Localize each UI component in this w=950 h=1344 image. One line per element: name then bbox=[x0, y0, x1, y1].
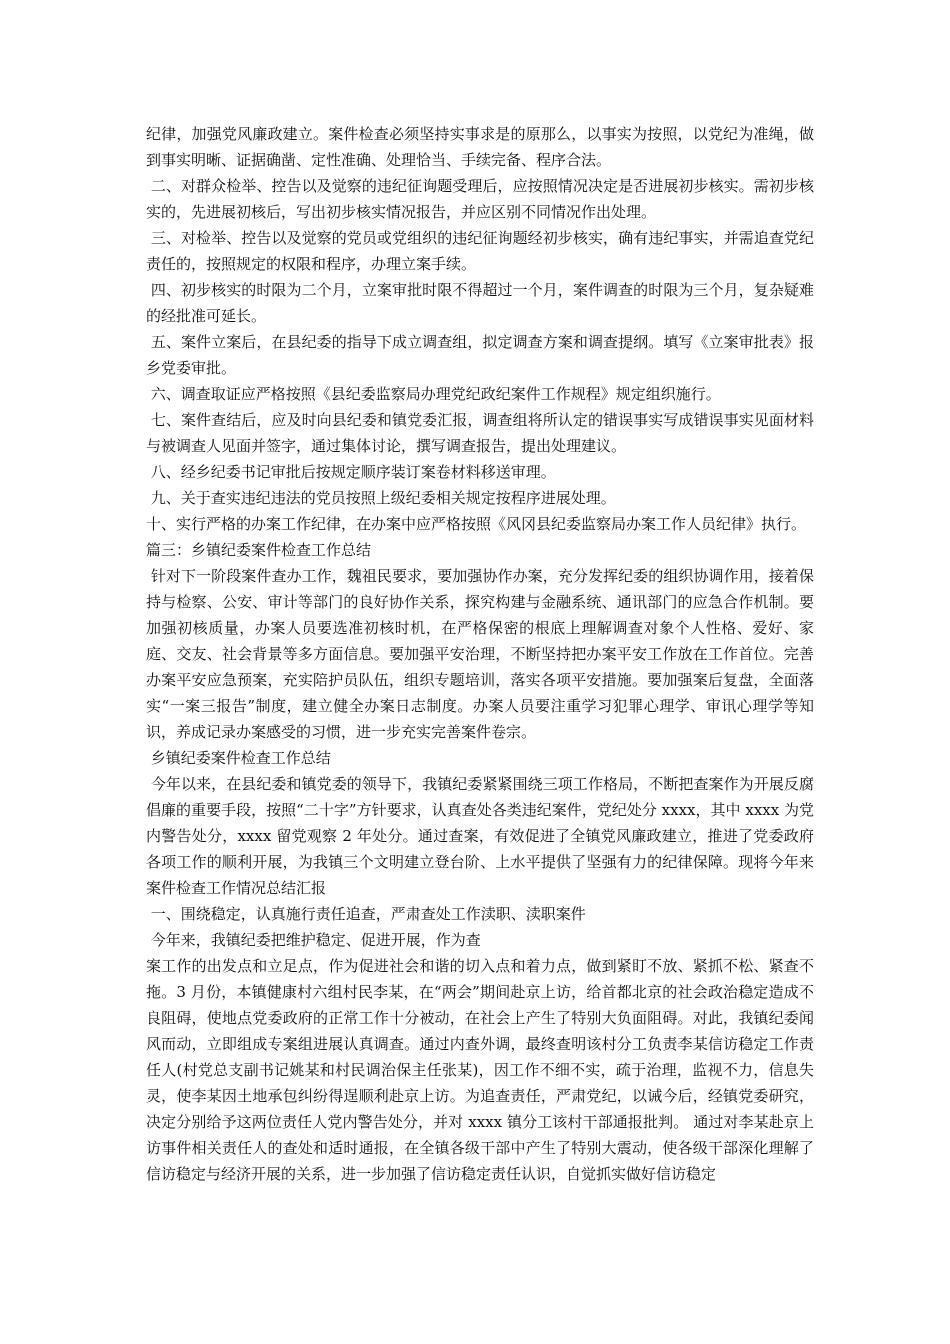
subheading-section-1: 一、围绕稳定，认真施行责任追查，严肃查处工作渎职、渎职案件 bbox=[146, 905, 586, 923]
paragraph-item-4: 四、初步核实的时限为二个月，立案审批时限不得超过一个月，案件调查的时限为三个月，复杂疑难的经批准可延长。 bbox=[146, 281, 814, 325]
subheading-summary-title: 乡镇纪委案件检查工作总结 bbox=[146, 749, 331, 767]
section-heading-part-3: 篇三：乡镇纪委案件检查工作总结 bbox=[146, 541, 372, 559]
paragraph-item-8: 八、经乡纪委书记审批后按规定顺序装订案卷材料移送审理。 bbox=[146, 463, 556, 481]
paragraph-discipline-intro: 纪律，加强党风廉政建立。案件检查必须坚持实事求是的原那么，以事实为按照，以党纪为准绳，做到事实明晰、证据确凿、定性准确、处理恰当、手续完备、程序合法。 bbox=[146, 125, 814, 169]
document-page bbox=[146, 121, 814, 1187]
paragraph-section-1-body: 案工作的出发点和立足点，作为促进社会和谐的切入点和着力点，做到紧盯不放、紧抓不松、紧查不拖。3 月份，本镇健康村六组村民李某，在“两会”期间赴京上访，给首都北京的社会政治稳定造成不良阻碍，使地点党委政府的正常工作十分被动，在社会上产生了特别大负面阻碍。对此，我镇纪委闻风而动，立即组成专案组进展认真调查。通过内查外调，最终查明该村分工负责李某信访稳定工作责任人(村党总支副书记姚某和村民调治保主任张某)，因工作不细不实，疏于治理，监视不力，信息失灵，使李某因土地承包纠纷得逞顺利赴京上访。为追查责任，严肃党纪，以诫今后，经镇党委研究，决定分别给予这两位责任人党内警告处分，并对 xxxx 镇分工该村干部通报批判。 通过对李某赴京上访事件相关责任人的查处和适时通报，在全镇各级干部中产生了特别大震动，使各级干部深化理解了信访稳定与经济开展的关系，进一步加强了信访稳定责任认识，自觉抓实做好信访稳定 bbox=[146, 957, 814, 1183]
paragraph-section-1-lead: 今年来，我镇纪委把维护稳定、促进开展，作为查 bbox=[146, 931, 481, 949]
paragraph-item-9: 九、关于查实违纪违法的党员按照上级纪委相关规定按程序进展处理。 bbox=[146, 489, 616, 507]
paragraph-summary-intro: 今年以来，在县纪委和镇党委的领导下，我镇纪委紧紧围绕三项工作格局，不断把查案作为开展反腐倡廉的重要手段，按照“二十字”方针要求，认真查处各类违纪案件，党纪处分 xxxx，其中 xxxx 为党内警告处分，xxxx 留党观察 2 年处分。通过查案，有效促进了全镇党风廉政建立，推进了党委政府各项工作的顺利开展，为我镇三个文明建立登台阶、上水平提供了坚强有力的纪律保障。现将今年来案件检查工作情况总结汇报 bbox=[146, 775, 814, 897]
paragraph-next-stage-work: 针对下一阶段案件查办工作，魏祖民要求，要加强协作办案，充分发挥纪委的组织协调作用，接着保持与检察、公安、审计等部门的良好协作关系，探究构建与金融系统、通讯部门的应急合作机制。要加强初核质量，办案人员要选准初核时机，在严格保密的根底上理解调查对象个人性格、爱好、家庭、交友、社会背景等多方面信息。要加强平安治理，不断坚持把办案平安工作放在工作首位。完善办案平安应急预案，充实陪护员队伍，组织专题培训，落实各项平安措施。要加强案后复盘，全面落实“一案三报告”制度，建立健全办案日志制度。办案人员要注重学习犯罪心理学、审讯心理学等知识，养成记录办案感受的习惯，进一步充实完善案件卷宗。 bbox=[146, 567, 814, 741]
paragraph-item-10: 十、实行严格的办案工作纪律，在办案中应严格按照《风冈县纪委监察局办案工作人员纪律》执行。 bbox=[146, 515, 807, 533]
paragraph-item-3: 三、对检举、控告以及觉察的党员或党组织的违纪征询题经初步核实，确有违纪事实，并需追查党纪责任的，按照规定的权限和程序，办理立案手续。 bbox=[146, 229, 814, 273]
paragraph-item-2: 二、对群众检举、控告以及觉察的违纪征询题受理后，应按照情况决定是否进展初步核实。需初步核实的，先进展初核后，写出初步核实情况报告，并应区别不同情况作出处理。 bbox=[146, 177, 814, 221]
paragraph-item-6: 六、调查取证应严格按照《县纪委监察局办理党纪政纪案件工作规程》规定组织施行。 bbox=[146, 385, 721, 403]
paragraph-item-7: 七、案件查结后，应及时向县纪委和镇党委汇报，调查组将所认定的错误事实写成错误事实见面材料与被调查人见面并签字，通过集体讨论，撰写调查报告，提出处理建议。 bbox=[146, 411, 814, 455]
paragraph-item-5: 五、案件立案后，在县纪委的指导下成立调查组，拟定调查方案和调查提纲。填写《立案审批表》报乡党委审批。 bbox=[146, 333, 814, 377]
